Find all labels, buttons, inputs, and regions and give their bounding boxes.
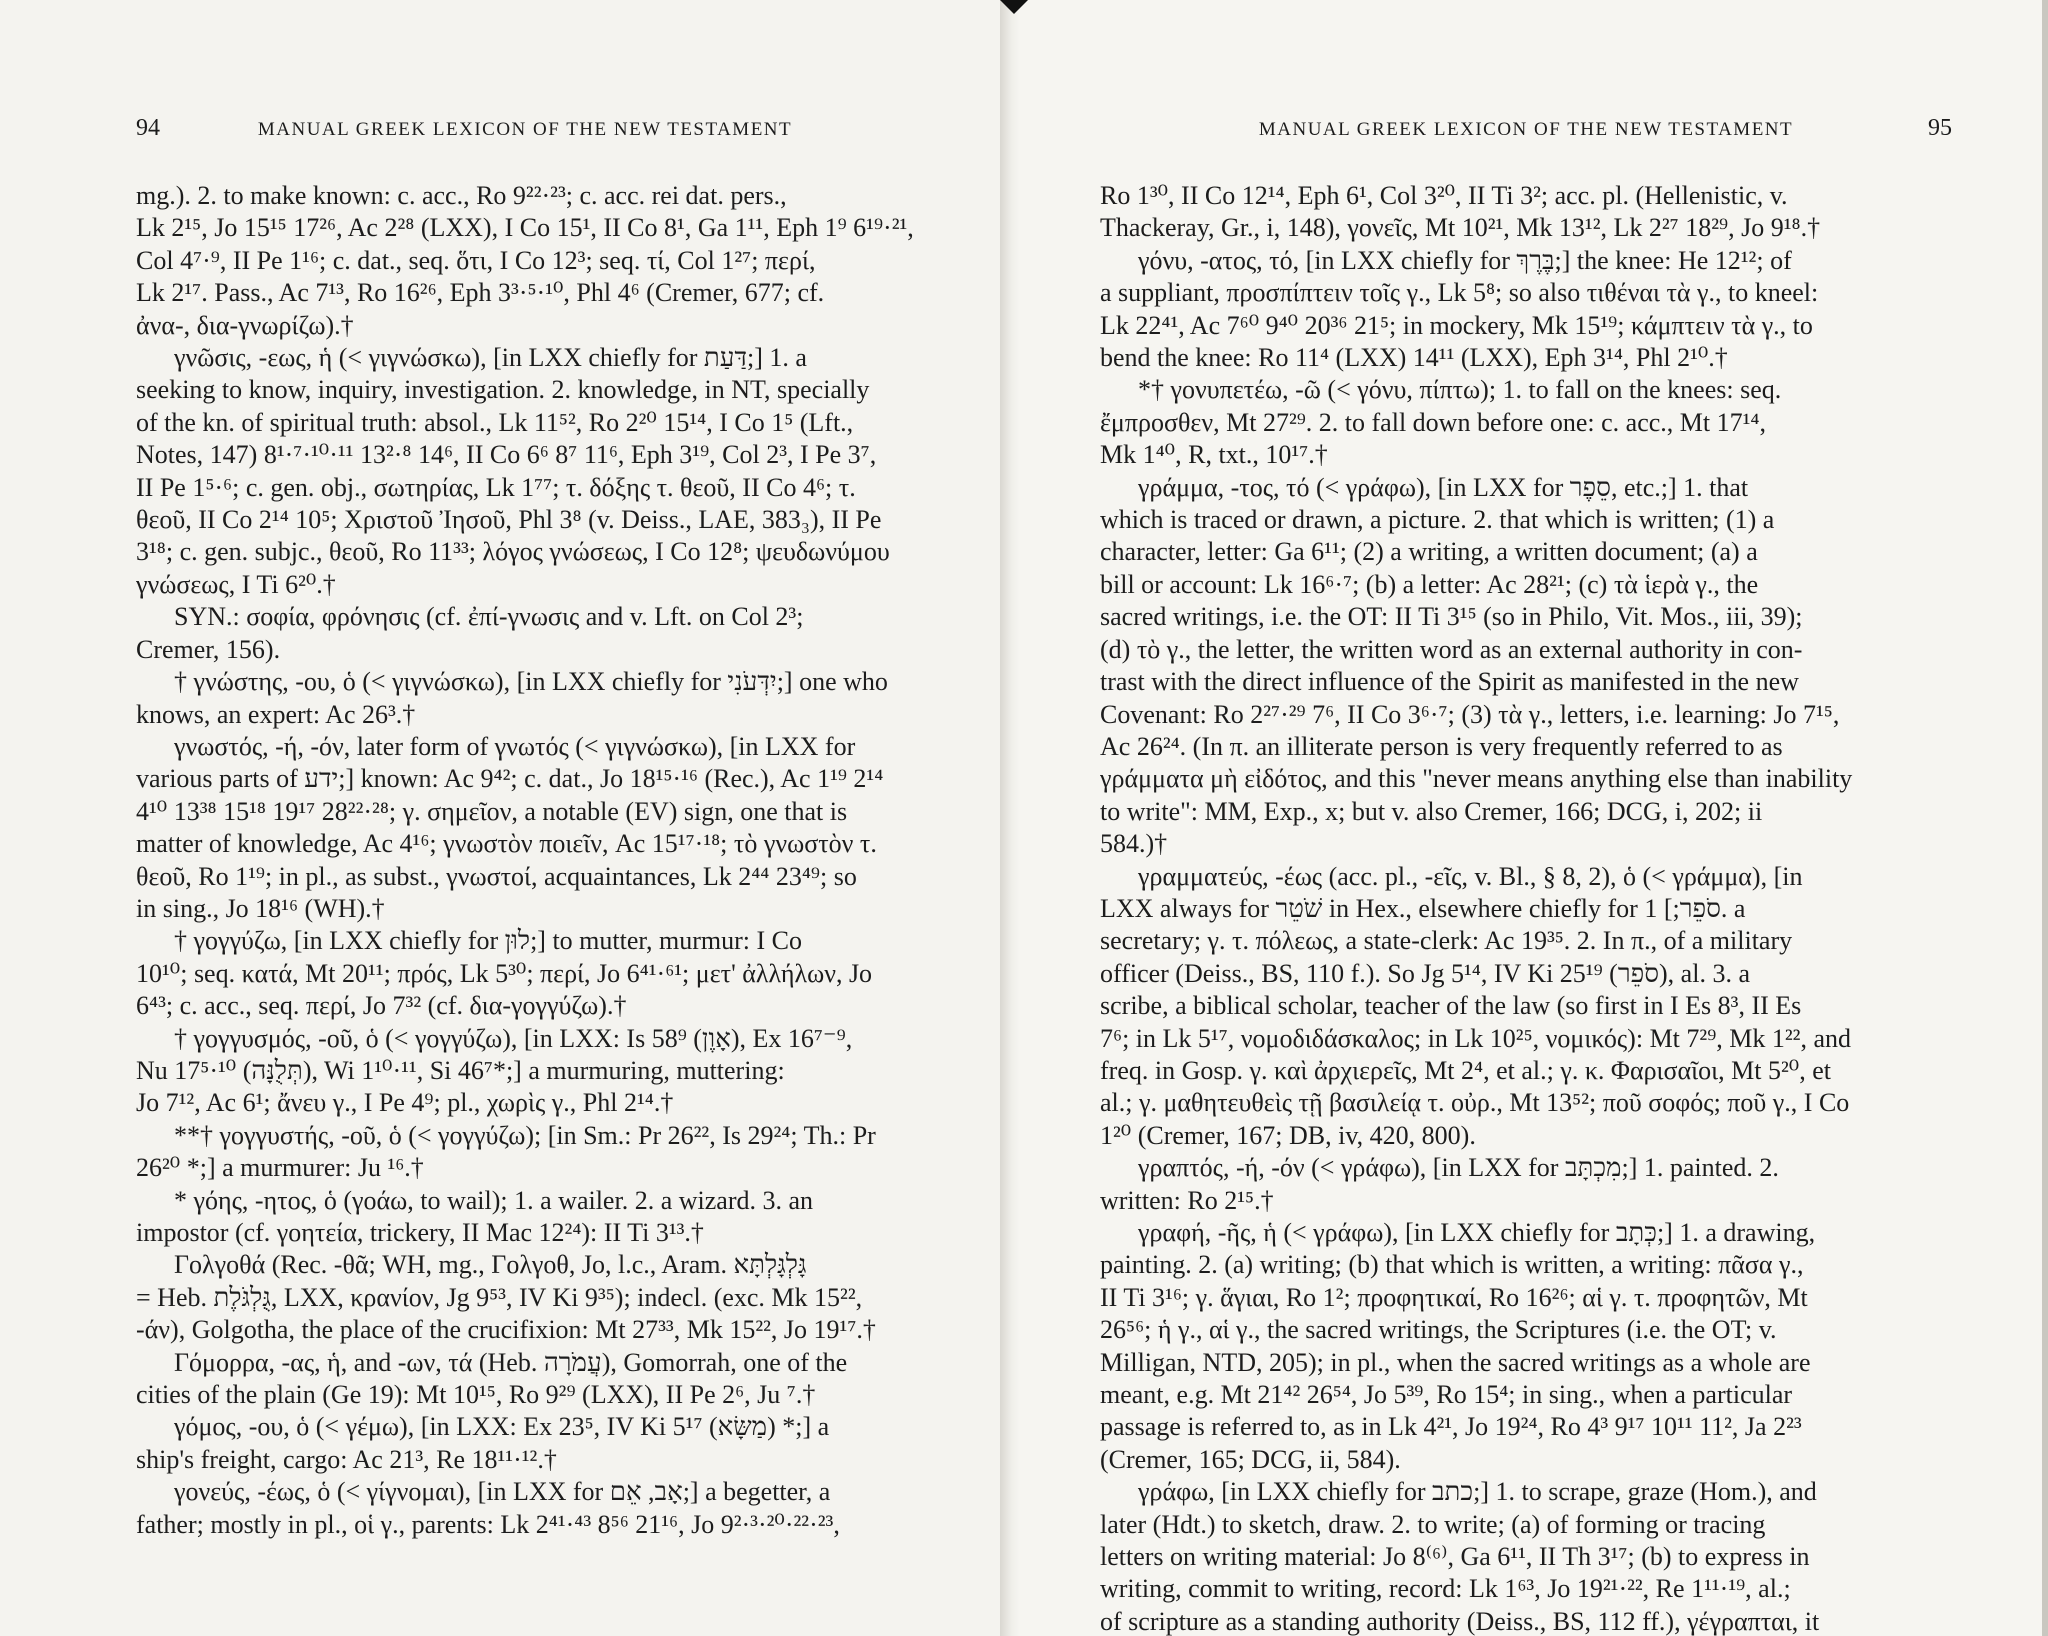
text-line: 10¹⁰; seq. κατά, Mt 20¹¹; πρός, Lk 5³⁰; περί, Jo 6⁴¹·⁶¹; μετ' ἀλλήλων, Jo	[136, 958, 873, 988]
text-line: II Pe 1⁵·⁶; c. gen. obj., σωτηρίας, Lk 1⁷⁷; τ. δόξης τ. θεοῦ, II Co 4⁶; τ.	[136, 472, 856, 502]
text-line: (Cremer, 165; DCG, ii, 584).	[1100, 1444, 1401, 1474]
text-line: which is traced or drawn, a picture. 2. that which is written; (1) a	[1100, 505, 1775, 535]
entry-headline: * γόης, -ητος, ὁ (γοάω, to wail); 1. a wailer. 2. a wizard. 3. an	[174, 1185, 814, 1215]
left-page-number: 94	[136, 115, 160, 141]
text-line: of the kn. of spiritual truth: absol., Lk 11⁵², Ro 2²⁰ 15¹⁴, I Co 1⁵ (Lft.,	[136, 407, 854, 437]
text-line: knows, an expert: Ac 26³.†	[136, 699, 416, 729]
text-line: passage is referred to, as in Lk 4²¹, Jo 19²⁴, Ro 4³ 9¹⁷ 10¹¹ 11², Ja 2²³	[1100, 1412, 1802, 1442]
text-line: Col 4⁷·⁹, II Pe 1¹⁶; c. dat., seq. ὅτι, I Co 12³; seq. τί, Col 1²⁷; περί,	[136, 245, 816, 275]
text-line: cities of the plain (Ge 19): Mt 10¹⁵, Ro 9²⁹ (LXX), II Pe 2⁶, Ju ⁷.†	[136, 1380, 816, 1410]
entry-headline: *† γονυπετέω, -ῶ (< γόνυ, πίπτω); 1. to fall on the knees: seq.	[1138, 375, 1782, 405]
text-line: character, letter: Ga 6¹¹; (2) a writing, a written document; (a) a	[1100, 537, 1758, 567]
text-line: written: Ro 2¹⁵.†	[1100, 1185, 1274, 1215]
entry-headline: **† γογγυστής, -οῦ, ὁ (< γογγύζω); [in Sm.: Pr 26²², Is 29²⁴; Th.: Pr	[174, 1120, 876, 1150]
text-line: 3¹⁸; c. gen. subjc., θεοῦ, Ro 11³³; λόγος γνώσεως, I Co 12⁸; ψευδωνύμου	[136, 537, 890, 567]
text-line: Cremer, 156).	[136, 634, 281, 664]
entry-headline: SYN.: σοφία, φρόνησις (cf. ἐπί-γνωσις and v. Lft. on Col 2³;	[174, 602, 804, 632]
text-line: matter of knowledge, Ac 4¹⁶; γνωστὸν ποιεῖν, Ac 15¹⁷·¹⁸; τὸ γνωστὸν τ.	[136, 829, 877, 859]
text-line: γράμματα μὴ εἰδότος, and this "never means anything else than inability	[1100, 764, 1853, 794]
text-line: in sing., Jo 18¹⁶ (WH).†	[136, 893, 385, 923]
text-line: Notes, 147) 8¹·⁷·¹⁰·¹¹ 13²·⁸ 14⁶, II Co 6⁶ 8⁷ 11⁶, Eph 3¹⁹, Col 2³, I Pe 3⁷,	[136, 440, 877, 470]
text-line: 6⁴³; c. acc., seq. περί, Jo 7³² (cf. δια-γογγύζω).†	[136, 991, 627, 1021]
text-line: mg.). 2. to make known: c. acc., Ro 9²²·²³; c. acc. rei dat. pers.,	[136, 181, 787, 210]
text-line: secretary; γ. τ. πόλεως, a state-clerk: Ac 19³⁵. 2. In π., of a military	[1100, 926, 1793, 956]
text-line: -άν), Golgotha, the place of the crucifixion: Mt 27³³, Mk 15²², Jo 19¹⁷.†	[136, 1315, 876, 1345]
left-running-head: MANUAL GREEK LEXICON OF THE NEW TESTAMENT	[257, 119, 793, 140]
text-line: Lk 2¹⁵, Jo 15¹⁵ 17²⁶, Ac 2²⁸ (LXX), I Co 15¹, II Co 8¹, Ga 1¹¹, Eph 1⁹ 6¹⁹·²¹,	[136, 213, 914, 243]
text-line: ship's freight, cargo: Ac 21³, Re 18¹¹·¹².†	[136, 1444, 557, 1474]
text-line: Thackeray, Gr., i, 148), γονεῖς, Mt 10²¹, Mk 13¹², Lk 2²⁷ 18²⁹, Jo 9¹⁸.†	[1100, 213, 1821, 243]
right-page	[1010, 0, 2048, 1636]
text-line: bill or account: Lk 16⁶·⁷; (b) a letter: Ac 28²¹; (c) τὰ ἱερὰ γ., the	[1100, 569, 1759, 599]
entry-headline: γνωστός, -ή, -όν, later form of γνωτός (< γιγνώσκω), [in LXX for	[174, 731, 856, 761]
text-line: ἔμπροσθεν, Mt 27²⁹. 2. to fall down before one: c. acc., Mt 17¹⁴,	[1100, 407, 1766, 437]
text-line: 26⁵⁶; ἡ γ., αἱ γ., the sacred writings, the Scriptures (i.e. the OT; v.	[1100, 1315, 1777, 1345]
right-page-header	[1100, 115, 1952, 142]
text-line: various parts of ידע;] known: Ac 9⁴²; c. dat., Jo 18¹⁵·¹⁶ (Rec.), Ac 1¹⁹ 2¹⁴	[136, 764, 884, 794]
left-page	[0, 0, 1010, 1636]
text-line: γνώσεως, I Ti 6²⁰.†	[136, 569, 336, 599]
text-line: scribe, a biblical scholar, teacher of the law (so first in I Es 8³, II Es	[1100, 991, 1802, 1021]
entry-headline: † γογγυσμός, -οῦ, ὁ (< γογγύζω), [in LXX: Is 58⁹ (אָוֶן), Ex 16⁷⁻⁹,	[174, 1023, 853, 1053]
entry-headline: † γογγύζω, [in LXX chiefly for לוּן;] to mutter, murmur: I Co	[174, 926, 802, 956]
entry-headline: Γολγοθά (Rec. -θᾶ; WH, mg., Γολγοθ, Jo, l.c., Aram. גָּלְגָּלְתָּא	[174, 1250, 807, 1280]
text-line: 7⁶; in Lk 5¹⁷, νομοδιδάσκαλος; in Lk 10²⁵, νομικός): Mt 7²⁹, Mk 1²², and	[1100, 1023, 1852, 1053]
text-line: painting. 2. (a) writing; (b) that which is written, a writing: πᾶσα γ.,	[1100, 1250, 1804, 1280]
text-line: of scripture as a standing authority (Deiss., BS, 112 ff.), γέγραπται, it	[1100, 1606, 1820, 1636]
text-line: officer (Deiss., BS, 110 f.). So Jg 5¹⁴, IV Ki 25¹⁹ (סֹפֵר), al. 3. a	[1100, 958, 1750, 988]
text-line: a suppliant, προσπίπτειν τοῖς γ., Lk 5⁸; so also τιθέναι τὰ γ., to kneel:	[1100, 278, 1819, 308]
entry-headline: γράφω, [in LXX chiefly for כתב;] 1. to scrape, graze (Hom.), and	[1138, 1477, 1817, 1507]
text-line: to write": MM, Exp., x; but v. also Cremer, 166; DCG, i, 202; ii	[1100, 796, 1763, 826]
entry-headline: † γνώστης, -ου, ὁ (< γιγνώσκω), [in LXX chiefly for יִדְּעֹנִי;] one who	[174, 667, 888, 697]
text-line: meant, e.g. Mt 21⁴² 26⁵⁴, Jo 5³⁹, Ro 15⁴; in sing., when a particular	[1100, 1380, 1793, 1410]
text-line: writing, commit to writing, record: Lk 1⁶³, Jo 19²¹·²², Re 1¹¹·¹⁹, al.;	[1100, 1574, 1791, 1604]
entry-headline: γονεύς, -έως, ὁ (< γίγνομαι), [in LXX for אָב, אֵם;] a begetter, a	[174, 1477, 831, 1507]
text-line: Milligan, NTD, 205); in pl., when the sacred writings as a whole are	[1100, 1347, 1811, 1377]
text-line: freq. in Gosp. γ. καὶ ἀρχιερεῖς, Mt 2⁴, et al.; γ. κ. Φαρισαῖοι, Mt 5²⁰, et	[1100, 1055, 1831, 1085]
entry-headline: γραπτός, -ή, -όν (< γράφω), [in LXX for מִכְתָּב;] 1. painted. 2.	[1138, 1153, 1779, 1183]
page-edge	[2042, 0, 2048, 1636]
text-line: Nu 17⁵·¹⁰ (תְּלֻנָּה), Wi 1¹⁰·¹¹, Si 46⁷*;] a murmuring, muttering:	[136, 1055, 785, 1085]
text-line: Ro 1³⁰, II Co 12¹⁴, Eph 6¹, Col 3²⁰, II Ti 3²; acc. pl. (Hellenistic, v.	[1100, 181, 1788, 210]
text-line: Jo 7¹², Ac 6¹; ἄνευ γ., I Pe 4⁹; pl., χωρὶς γ., Phl 2¹⁴.†	[136, 1088, 674, 1118]
text-line: Ac 26²⁴. (In π. an illiterate person is very frequently referred to as	[1100, 731, 1783, 761]
entry-headline: γόνυ, -ατος, τό, [in LXX chiefly for בֶּרֶךְ;] the knee: He 12¹²; of	[1138, 245, 1792, 275]
text-line: II Ti 3¹⁶; γ. ἅγιαι, Ro 1²; προφητικαί, Ro 16²⁶; αἱ γ. τ. προφητῶν, Mt	[1100, 1282, 1808, 1312]
text-line: father; mostly in pl., οἱ γ., parents: Lk 2⁴¹·⁴³ 8⁵⁶ 21¹⁶, Jo 9²·³·²⁰·²²·²³,	[136, 1509, 840, 1539]
entry-headline: γραφή, -ῆς, ἡ (< γράφω), [in LXX chiefly for כְּתָב;] 1. a drawing,	[1138, 1218, 1816, 1247]
text-line: 584.)†	[1100, 829, 1168, 859]
text-line: θεοῦ, II Co 2¹⁴ 10⁵; Χριστοῦ Ἰησοῦ, Phl 3⁸ (v. Deiss., LAE, 383₃), II Pe	[136, 505, 882, 535]
right-page-number: 95	[1928, 115, 1952, 141]
text-line: (d) τὸ γ., the letter, the written word as an external authority in con-	[1100, 634, 1803, 664]
text-line: Mk 1⁴⁰, R, txt., 10¹⁷.†	[1100, 440, 1328, 470]
text-line: 4¹⁰ 13³⁸ 15¹⁸ 19¹⁷ 28²²·²⁸; γ. σημεῖον, a notable (EV) sign, one that is	[136, 796, 848, 826]
entry-headline: γραμματεύς, -έως (acc. pl., -εῖς, v. Bl., § 8, 2), ὁ (< γράμμα), [in	[1138, 861, 1803, 891]
left-page-body	[136, 180, 914, 1541]
text-line: al.; γ. μαθητευθεὶς τῇ βασιλείᾳ τ. οὐρ., Mt 13⁵²; ποῦ σοφός; ποῦ γ., I Co	[1100, 1088, 1850, 1118]
text-line: = Heb. גֻּלְגֹּלֶת, LXX, κρανίον, Jg 9⁵³, IV Ki 9³⁵); indecl. (exc. Mk 15²²,	[136, 1282, 863, 1312]
text-line: Lk 2¹⁷. Pass., Ac 7¹³, Ro 16²⁶, Eph 3³·⁵·¹⁰, Phl 4⁶ (Cremer, 677; cf.	[136, 278, 825, 308]
right-page-body	[1100, 180, 1952, 1636]
text-line: LXX always for שֹׁטֵר in Hex., elsewhere chiefly for סֹפֵר;] 1. a	[1100, 893, 1746, 923]
text-line: ἀνα-, δια-γνωρίζω).†	[136, 310, 354, 340]
text-line: θεοῦ, Ro 1¹⁹; in pl., as subst., γνωστοί, acquaintances, Lk 2⁴⁴ 23⁴⁹; so	[136, 861, 857, 891]
text-line: 1²⁰ (Cremer, 167; DB, iv, 420, 800).	[1100, 1120, 1476, 1150]
text-line: trast with the direct influence of the Spirit as manifested in the new	[1100, 667, 1799, 697]
text-line: sacred writings, i.e. the OT: II Ti 3¹⁵ (so in Philo, Vit. Mos., iii, 39);	[1100, 602, 1803, 632]
right-running-head: MANUAL GREEK LEXICON OF THE NEW TESTAMENT	[1258, 119, 1794, 140]
text-line: 26²⁰ *;] a murmurer: Ju ¹⁶.†	[136, 1153, 424, 1183]
left-page-header	[136, 115, 914, 142]
entry-headline: γράμμα, -τος, τό (< γράφω), [in LXX for סֵפֶר, etc.;] 1. that	[1138, 472, 1749, 502]
text-line: seeking to know, inquiry, investigation. 2. knowledge, in NT, specially	[136, 375, 870, 405]
entry-headline: Γόμορρα, -ας, ἡ, and -ων, τά (Heb. עֲמֹרָה), Gomorrah, one of the	[174, 1347, 848, 1377]
book-gutter	[1000, 0, 1020, 1636]
entry-headline: γνῶσις, -εως, ἡ (< γιγνώσκω), [in LXX chiefly for דַּעַת;] 1. a	[174, 343, 807, 373]
text-line: Covenant: Ro 2²⁷·²⁹ 7⁶, II Co 3⁶·⁷; (3) τὰ γ., letters, i.e. learning: Jo 7¹⁵,	[1100, 699, 1840, 729]
text-line: Lk 22⁴¹, Ac 7⁶⁰ 9⁴⁰ 20³⁶ 21⁵; in mockery, Mk 15¹⁹; κάμπτειν τὰ γ., to	[1100, 310, 1813, 340]
scanner-notch	[1000, 0, 1028, 14]
text-line: impostor (cf. γοητεία, trickery, II Mac 12²⁴): II Ti 3¹³.†	[136, 1218, 704, 1247]
text-line: later (Hdt.) to sketch, draw. 2. to write; (a) of forming or tracing	[1100, 1509, 1766, 1539]
text-line: bend the knee: Ro 11⁴ (LXX) 14¹¹ (LXX), Eph 3¹⁴, Phl 2¹⁰.†	[1100, 343, 1728, 373]
text-line: letters on writing material: Jo 8⁽⁶⁾, Ga 6¹¹, II Th 3¹⁷; (b) to express in	[1100, 1542, 1810, 1572]
entry-headline: γόμος, -ου, ὁ (< γέμω), [in LXX: Ex 23⁵, IV Ki 5¹⁷ (מַשָּׂא) *;] a	[174, 1412, 830, 1442]
